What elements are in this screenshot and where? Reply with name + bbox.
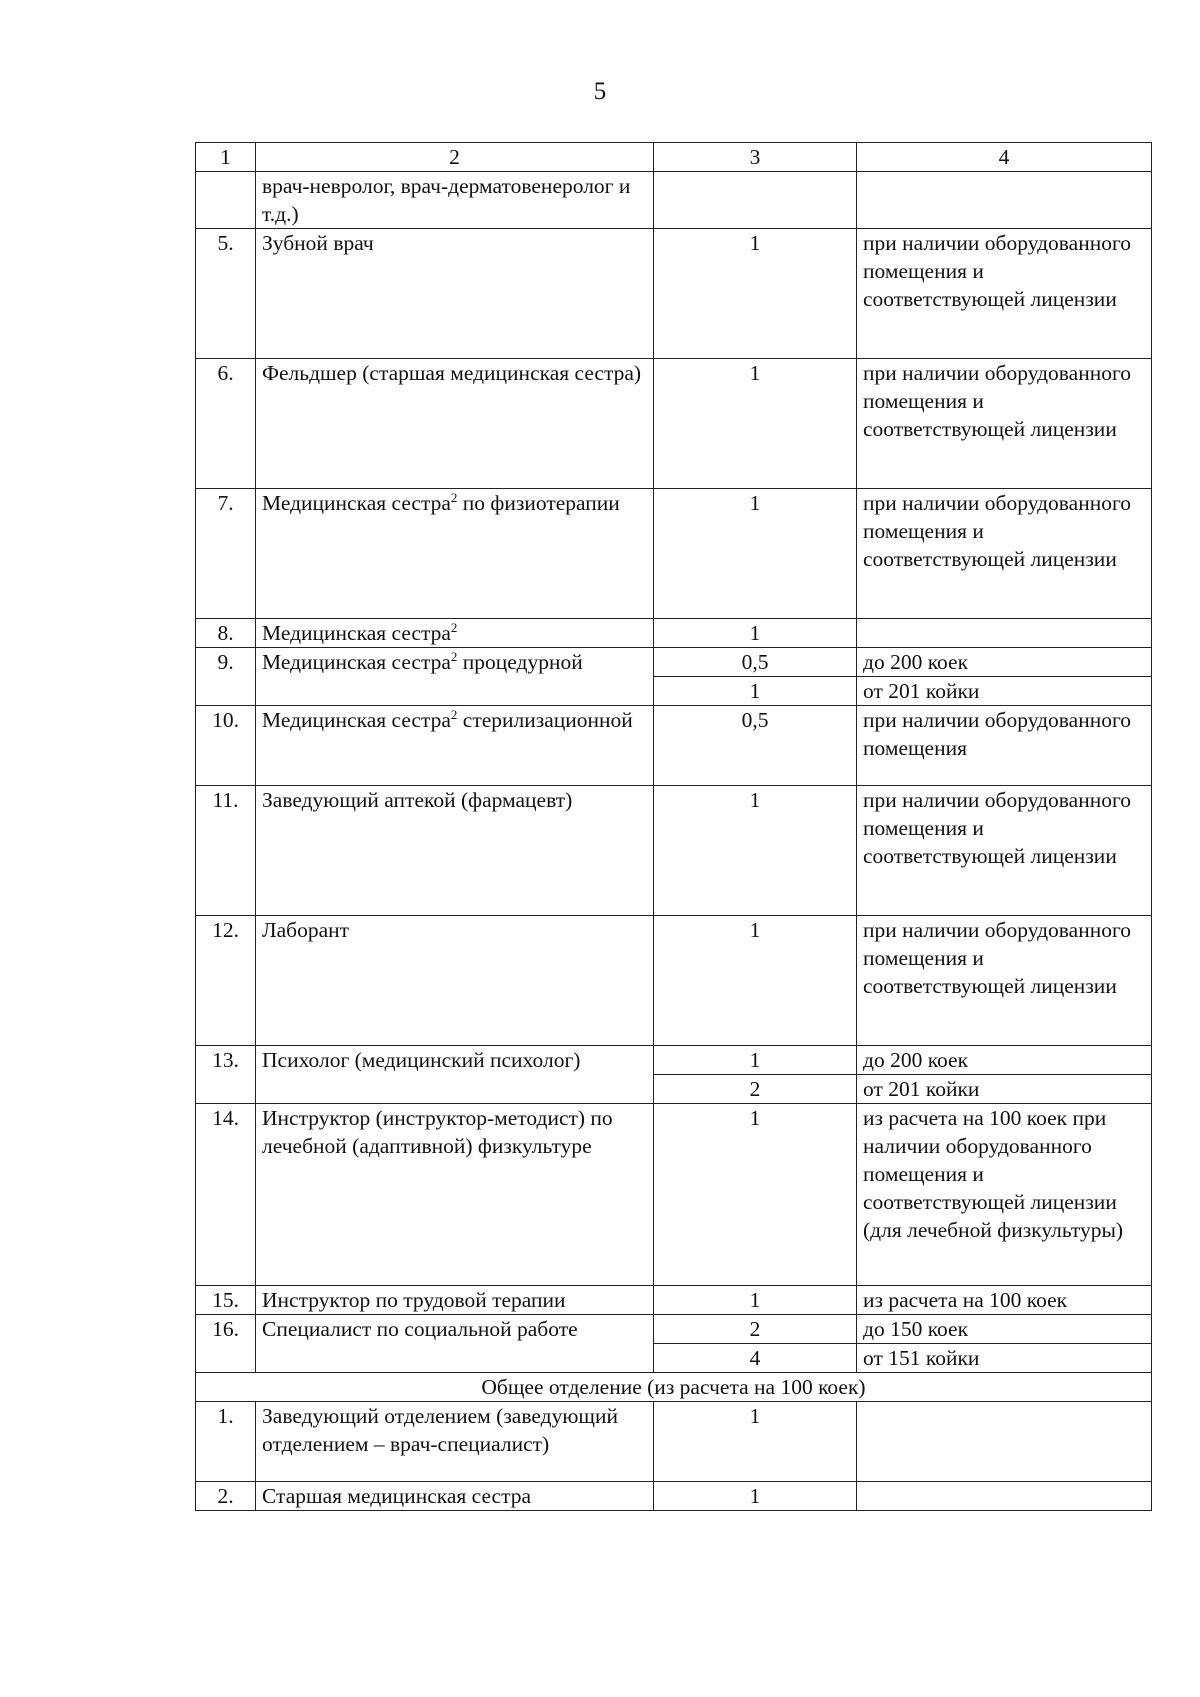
header-cell-3: 3 <box>654 143 857 172</box>
section-heading: Общее отделение (из расчета на 100 коек) <box>196 1373 1152 1402</box>
staffing-table <box>195 142 1152 1511</box>
table-row <box>196 916 1152 1046</box>
quantity: 1 <box>654 359 857 489</box>
row-number: 10. <box>196 706 256 786</box>
row-number: 12. <box>196 916 256 1046</box>
quantity: 1 <box>654 1104 857 1286</box>
page-number: 5 <box>593 78 607 105</box>
position-title <box>256 489 654 619</box>
note: от 201 койки <box>857 677 1152 706</box>
footnote-marker: 2 <box>450 489 458 505</box>
table-row <box>196 1315 1152 1344</box>
note: при наличии оборудованного помещения и соответствующей лицензии <box>857 359 1152 489</box>
quantity: 1 <box>654 619 857 648</box>
header-cell-4: 4 <box>857 143 1152 172</box>
note <box>857 172 1152 229</box>
footnote-marker: 2 <box>450 648 458 664</box>
row-number: 16. <box>196 1315 256 1373</box>
table-row <box>196 172 1152 229</box>
position-title <box>256 648 654 706</box>
quantity: 1 <box>654 1402 857 1482</box>
header-cell-2: 2 <box>256 143 654 172</box>
table-row <box>196 1046 1152 1075</box>
position-title-text: Медицинская сестра <box>262 621 451 645</box>
position-title <box>256 706 654 786</box>
position-title: Старшая медицинская сестра <box>256 1482 654 1511</box>
position-title: Заведующий отделением (заведующий отделением – врач-специалист) <box>256 1402 654 1482</box>
table-row <box>196 706 1152 786</box>
note: из расчета на 100 коек <box>857 1286 1152 1315</box>
section-heading-row <box>196 1373 1152 1402</box>
quantity: 1 <box>654 1482 857 1511</box>
position-title-text: Медицинская сестра <box>262 491 451 515</box>
row-number: 1. <box>196 1402 256 1482</box>
note: при наличии оборудованного помещения и соответствующей лицензии <box>857 229 1152 359</box>
note: из расчета на 100 коек при наличии оборудованного помещения и соответствующей лицензии (для лечебной физкультуры) <box>857 1104 1152 1286</box>
row-number <box>196 172 256 229</box>
position-title: Заведующий аптекой (фармацевт) <box>256 786 654 916</box>
table-row <box>196 786 1152 916</box>
note <box>857 619 1152 648</box>
note: до 150 коек <box>857 1315 1152 1344</box>
table-row <box>196 489 1152 619</box>
table-row <box>196 229 1152 359</box>
table-row <box>196 1104 1152 1286</box>
position-title-text: по физиотерапии <box>457 491 620 515</box>
position-title-text: процедурной <box>457 650 583 674</box>
footnote-marker: 2 <box>450 706 458 722</box>
quantity: 1 <box>654 1286 857 1315</box>
note: при наличии оборудованного помещения и соответствующей лицензии <box>857 786 1152 916</box>
position-title-text: Медицинская сестра <box>262 650 451 674</box>
note: при наличии оборудованного помещения <box>857 706 1152 786</box>
quantity: 4 <box>654 1344 857 1373</box>
position-title-text: стерилизационной <box>457 708 633 732</box>
row-number: 9. <box>196 648 256 706</box>
quantity: 0,5 <box>654 706 857 786</box>
quantity: 0,5 <box>654 648 857 677</box>
note: от 201 койки <box>857 1075 1152 1104</box>
quantity: 1 <box>654 489 857 619</box>
note <box>857 1482 1152 1511</box>
quantity: 1 <box>654 916 857 1046</box>
table-row <box>196 1286 1152 1315</box>
position-title-text: Медицинская сестра <box>262 708 451 732</box>
position-title: Зубной врач <box>256 229 654 359</box>
footnote-marker: 2 <box>450 619 458 635</box>
position-title: Фельдшер (старшая медицинская сестра) <box>256 359 654 489</box>
table-row <box>196 648 1152 677</box>
note: при наличии оборудованного помещения и соответствующей лицензии <box>857 916 1152 1046</box>
table-row <box>196 1402 1152 1482</box>
row-number: 15. <box>196 1286 256 1315</box>
note <box>857 1402 1152 1482</box>
row-number: 5. <box>196 229 256 359</box>
row-number: 11. <box>196 786 256 916</box>
position-title: Специалист по социальной работе <box>256 1315 654 1373</box>
position-title: врач-невролог, врач-дерматовенеролог и т.д.) <box>256 172 654 229</box>
row-number: 6. <box>196 359 256 489</box>
quantity: 1 <box>654 677 857 706</box>
row-number: 2. <box>196 1482 256 1511</box>
quantity: 2 <box>654 1315 857 1344</box>
row-number: 13. <box>196 1046 256 1104</box>
position-title: Лаборант <box>256 916 654 1046</box>
quantity: 2 <box>654 1075 857 1104</box>
quantity <box>654 172 857 229</box>
table-row <box>196 619 1152 648</box>
position-title: Инструктор по трудовой терапии <box>256 1286 654 1315</box>
note: от 151 койки <box>857 1344 1152 1373</box>
note: до 200 коек <box>857 648 1152 677</box>
row-number: 7. <box>196 489 256 619</box>
quantity: 1 <box>654 1046 857 1075</box>
note: до 200 коек <box>857 1046 1152 1075</box>
table-header-row <box>196 143 1152 172</box>
quantity: 1 <box>654 786 857 916</box>
position-title: Инструктор (инструктор-методист) по лечебной (адаптивной) физкультуре <box>256 1104 654 1286</box>
row-number: 8. <box>196 619 256 648</box>
position-title <box>256 619 654 648</box>
table-row <box>196 1482 1152 1511</box>
quantity: 1 <box>654 229 857 359</box>
note: при наличии оборудованного помещения и соответствующей лицензии <box>857 489 1152 619</box>
table-row <box>196 359 1152 489</box>
header-cell-1: 1 <box>196 143 256 172</box>
row-number: 14. <box>196 1104 256 1286</box>
position-title: Психолог (медицинский психолог) <box>256 1046 654 1104</box>
